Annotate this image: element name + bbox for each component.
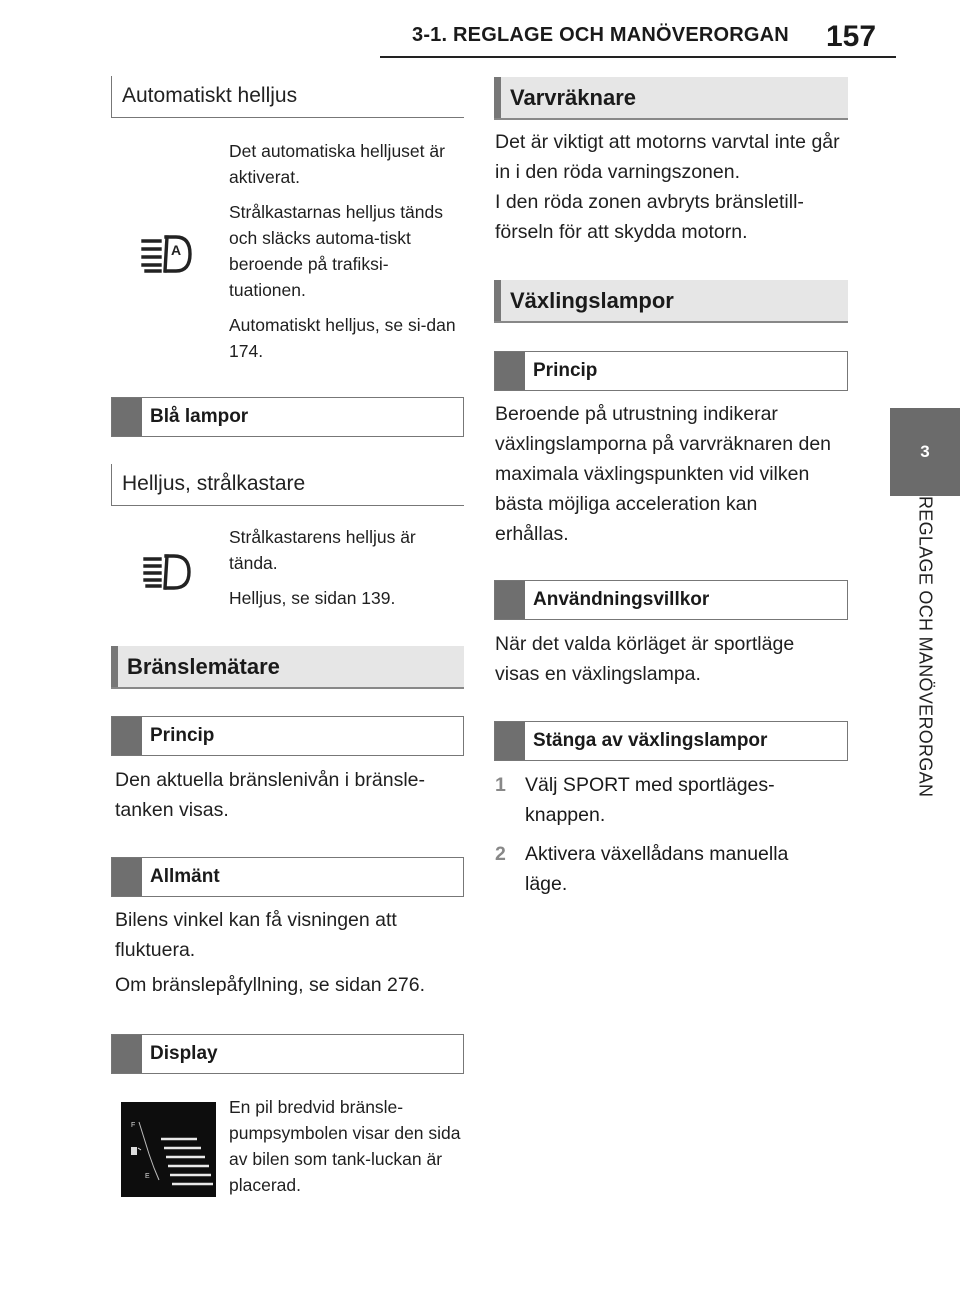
running-header: 3-1. REGLAGE OCH MANÖVERORGAN [412,24,789,46]
paragraph: Det är viktigt att motorns varvtal inte går in i den röda varningszonen. [495,131,840,183]
fuel-display-text [229,1094,464,1207]
highbeam-icon [142,553,192,591]
step-number: 1 [495,774,506,796]
paragraph: Helljus, se sidan 139. [229,588,396,608]
fuel-general-text [115,905,470,1005]
heading-text: Användningsvillkor [533,589,710,610]
heading-tachometer [494,77,848,120]
heading-text: Helljus, strålkastare [122,472,306,495]
turn-off-steps [495,770,835,899]
gauge-empty-label: E [145,1173,150,1180]
paragraph: I den röda zonen avbryts bränsletill-förseln för att skydda motorn. [495,191,804,243]
step-text: Aktivera växellådans manuella läge. [525,843,789,895]
paragraph: Beroende på utrustning indikerar växlingslamporna på varvräknaren den maximala växlingspunkten vid vilken bästa möjliga acceleration kan erhållas. [495,403,832,545]
heading-text: Stänga av växlingslampor [533,730,768,751]
heading-highbeam [111,464,464,506]
paragraph: Den aktuella bränslenivån i bränsle-tanken visas. [115,769,426,821]
paragraph: Strålkastarens helljus är tända. [229,527,416,573]
step-text: Välj SPORT med sportläges-knappen. [525,774,775,826]
heading-shift-principle [494,351,848,391]
heading-text: Princip [533,360,598,381]
chapter-tab [890,408,960,496]
chapter-side-label [890,496,960,856]
list-item [495,770,835,830]
heading-text: Automatiskt helljus [122,84,298,107]
heading-turn-off-shift-lights [494,721,848,761]
page-number: 157 [826,20,877,53]
shift-principle-text [495,399,835,554]
heading-text: Display [150,1043,218,1064]
paragraph: Om bränslepåfyllning, se sidan 276. [115,974,426,996]
paragraph: Det automatiska helljuset är aktiverat. [229,141,445,187]
shift-conditions-text [495,629,835,694]
paragraph: När det valda körläget är sportläge visas en växlingslampa. [495,633,795,685]
chapter-title: REGLAGE OCH MANÖVERORGAN [915,496,936,798]
heading-fuel-general [111,857,464,897]
gauge-full-label: F [131,1122,136,1129]
svg-text:A: A [171,242,182,258]
heading-blue-lamps [111,397,464,437]
heading-auto-highbeam [111,76,464,118]
header-rule [380,56,896,58]
tachometer-text [495,127,845,252]
paragraph: En pil bredvid bränsle-pumpsymbolen visar den sida av bilen som tank-luckan är placerad. [229,1097,461,1195]
list-item [495,839,835,899]
fuel-gauge-display-image [121,1102,216,1197]
heading-text: Växlingslampor [510,287,674,313]
heading-text: Varvräknare [510,84,636,110]
heading-text: Allmänt [150,866,220,887]
heading-fuel-gauge [111,646,464,689]
heading-shift-conditions [494,580,848,620]
highbeam-description [229,524,459,620]
chapter-number: 3 [920,442,930,461]
auto-highbeam-icon [140,232,192,274]
heading-text: Bränslemätare [127,653,280,679]
heading-fuel-display [111,1034,464,1074]
auto-highbeam-description [229,138,459,373]
paragraph: Automatiskt helljus, se si-dan 174. [229,315,456,361]
heading-shift-lights [494,280,848,323]
heading-fuel-principle [111,716,464,756]
heading-text: Princip [150,725,215,746]
heading-text: Blå lampor [150,406,249,427]
paragraph: Bilens vinkel kan få visningen att fluktuera. [115,909,397,961]
step-number: 2 [495,843,506,865]
paragraph: Strålkastarnas helljus tänds och släcks automa-tiskt beroende på trafiksi-tuationen. [229,202,443,300]
fuel-principle-text [115,765,470,830]
